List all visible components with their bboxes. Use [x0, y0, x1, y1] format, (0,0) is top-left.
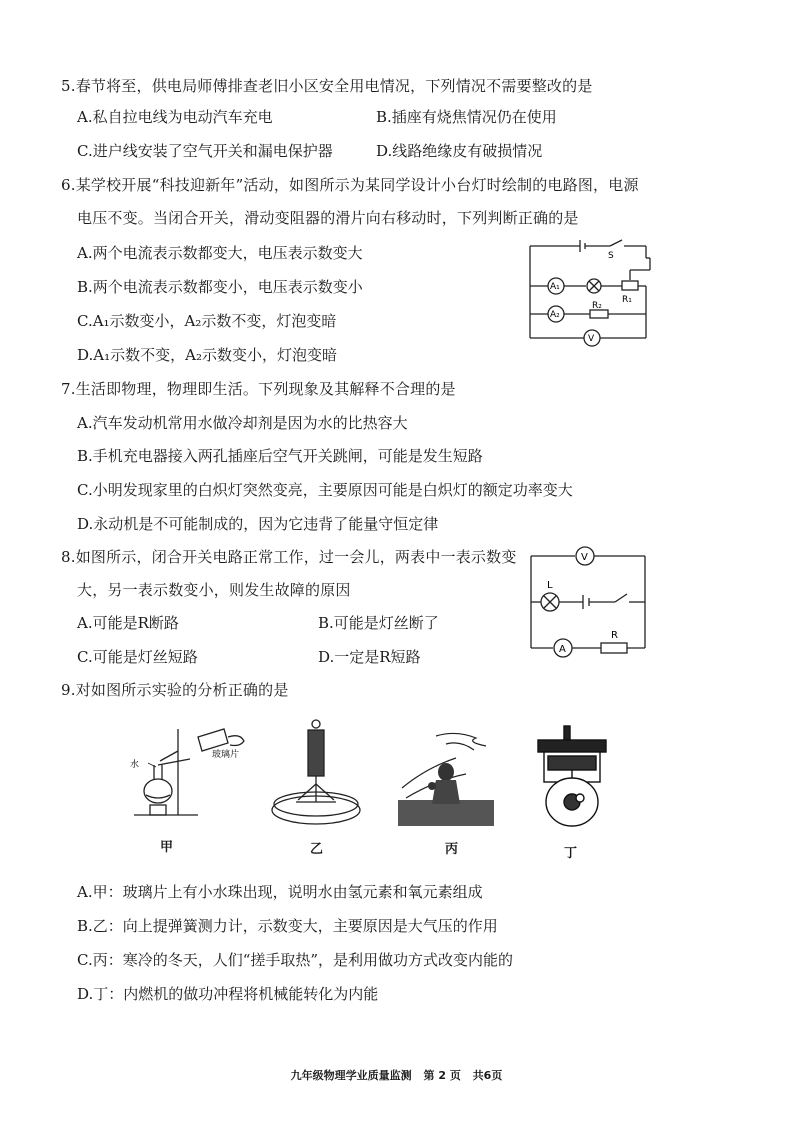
footer-page-number: 第 2 页 — [423, 1069, 461, 1082]
q6-label-r2: R₂ — [592, 301, 602, 311]
page-footer — [0, 1067, 793, 1083]
q5-option-a: A.私自拉电线为电动汽车充电 — [77, 108, 273, 126]
q6-option-a: A.两个电流表示数都变大，电压表示数变大 — [77, 244, 363, 262]
q9-caption-ding: 丁 — [564, 846, 578, 861]
q6-label-r1: R₁ — [622, 295, 632, 305]
q8-option-a: A.可能是R断路 — [77, 614, 179, 632]
q9-stem: 9.对如图所示实验的分析正确的是 — [61, 681, 289, 699]
q9-figure-bing-rubbing-hands — [396, 728, 496, 828]
q9-figure-jia-distillation — [128, 723, 258, 823]
footer-total-pages: 共6页 — [472, 1069, 503, 1082]
q9-label-water: 水 — [130, 760, 140, 770]
q8-label-l: L — [547, 580, 553, 591]
q7-stem: 7.生活即物理，物理即生活。下列现象及其解释不合理的是 — [61, 380, 456, 398]
q9-option-b: B.乙：向上提弹簧测力计，示数变大，主要原因是大气压的作用 — [77, 917, 498, 935]
q9-caption-bing: 丙 — [445, 842, 459, 857]
q9-caption-yi: 乙 — [310, 842, 324, 857]
q6-option-b: B.两个电流表示数都变小，电压表示数变小 — [77, 278, 363, 296]
q8-stem-line1: 8.如图所示，闭合开关电路正常工作，过一会儿，两表中一表示数变 — [61, 548, 517, 566]
q6-option-d: D.A₁示数不变，A₂示数变小，灯泡变暗 — [77, 346, 337, 364]
q6-label-a1: A₁ — [550, 282, 560, 292]
q8-label-r: R — [611, 630, 618, 641]
q9-option-a: A.甲：玻璃片上有小水珠出现，说明水由氢元素和氧元素组成 — [77, 883, 483, 901]
q9-figure-ding-engine — [532, 722, 612, 832]
q8-option-b: B.可能是灯丝断了 — [318, 614, 439, 632]
q5-stem: 5.春节将至，供电局师傅排查老旧小区安全用电情况，下列情况不需要整改的是 — [61, 77, 593, 95]
q8-option-d: D.一定是R短路 — [318, 648, 421, 666]
q8-label-a: A — [559, 644, 566, 655]
footer-title: 九年级物理学业质量监测 — [290, 1069, 412, 1082]
q9-caption-jia: 甲 — [160, 840, 174, 855]
q7-option-b: B.手机充电器接入两孔插座后空气开关跳闸，可能是发生短路 — [77, 447, 483, 465]
q7-option-c: C.小明发现家里的白炽灯突然变亮，主要原因可能是白炽灯的额定功率变大 — [77, 481, 573, 499]
q6-option-c: C.A₁示数变小，A₂示数不变，灯泡变暗 — [77, 312, 337, 330]
q8-stem-line2: 大，另一表示数变小，则发生故障的原因 — [77, 581, 351, 599]
q7-option-d: D.永动机是不可能制成的，因为它违背了能量守恒定律 — [77, 515, 439, 533]
q9-figure-yi-spring-scale — [266, 718, 366, 828]
q6-circuit-diagram — [522, 236, 654, 352]
q9-option-d: D.丁：内燃机的做功冲程将机械能转化为内能 — [77, 985, 379, 1003]
q8-label-v: V — [581, 552, 588, 563]
q6-label-s: S — [608, 251, 614, 261]
q5-option-c: C.进户线安装了空气开关和漏电保护器 — [77, 142, 333, 160]
q5-option-b: B.插座有烧焦情况仍在使用 — [376, 108, 557, 126]
q6-stem-line1: 6.某学校开展“科技迎新年”活动，如图所示为某同学设计小台灯时绘制的电路图，电源 — [61, 176, 639, 194]
q6-label-a2: A₂ — [550, 310, 560, 320]
q9-option-c: C.丙：寒冷的冬天，人们“搓手取热”，是利用做功方式改变内能的 — [77, 951, 514, 969]
q6-stem-line2: 电压不变。当闭合开关，滑动变阻器的滑片向右移动时，下列判断正确的是 — [77, 209, 579, 227]
q9-label-glass: 玻璃片 — [212, 750, 240, 760]
q6-label-v: V — [588, 334, 595, 344]
q7-option-a: A.汽车发动机常用水做冷却剂是因为水的比热容大 — [77, 414, 408, 432]
q5-option-d: D.线路绝缘皮有破损情况 — [376, 142, 543, 160]
q8-circuit-diagram — [523, 544, 653, 662]
q8-option-c: C.可能是灯丝短路 — [77, 648, 198, 666]
